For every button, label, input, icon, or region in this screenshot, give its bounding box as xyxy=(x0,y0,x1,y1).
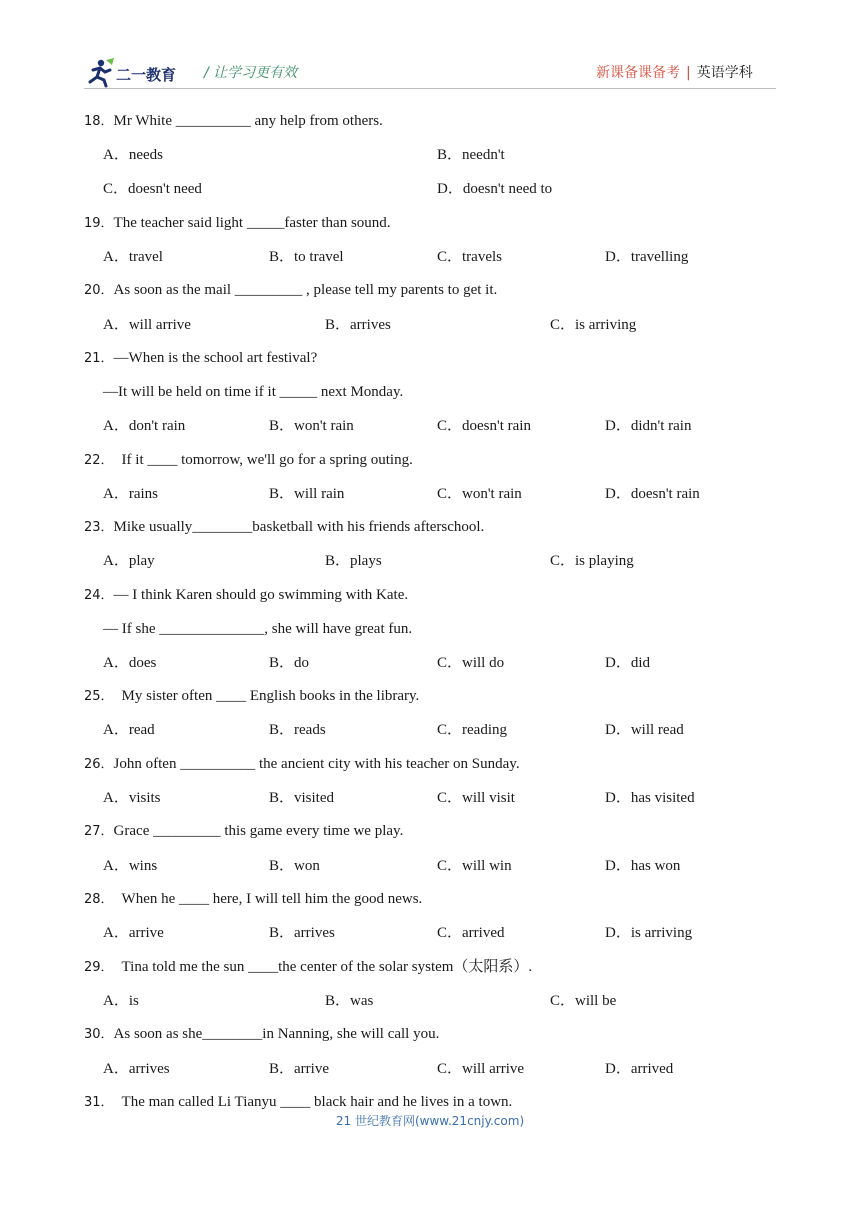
question-stem xyxy=(84,586,408,605)
subject-label: 英语学科 xyxy=(696,65,753,81)
answer-option: C．will be xyxy=(550,993,617,1009)
question-stem xyxy=(84,822,403,841)
question-number: 22． xyxy=(84,453,114,468)
logo-text: 二一教育 xyxy=(116,66,177,84)
question-stem xyxy=(84,112,383,131)
answer-option: B．to travel xyxy=(269,249,344,265)
answer-option: A．will arrive xyxy=(103,317,191,333)
answer-option: D．did xyxy=(605,655,651,671)
question-text: Grace _________ this game every time we play. xyxy=(113,823,404,839)
answer-option: C．doesn't rain xyxy=(437,418,531,434)
answer-option: C．is playing xyxy=(550,553,634,569)
question-number: 30． xyxy=(84,1027,114,1042)
answer-option: C．won't rain xyxy=(437,486,522,502)
question-text: John often __________ the ancient city with his teacher on Sunday. xyxy=(113,756,520,772)
question-text: The teacher said light _____faster than sound. xyxy=(113,215,391,231)
question-text: Tina told me the sun ____the center of the solar system（太阳系）. xyxy=(121,959,533,975)
question-text: Mr White __________ any help from others. xyxy=(113,113,383,129)
answer-option: B．arrives xyxy=(269,925,335,941)
logo xyxy=(84,58,194,90)
answer-option: D．didn't rain xyxy=(605,418,692,434)
question-stem xyxy=(84,890,422,909)
question-dialogue-line: — If she ______________, she will have great fun. xyxy=(103,621,413,637)
answer-option: A．arrive xyxy=(103,925,164,941)
question-text: —When is the school art festival? xyxy=(113,350,318,366)
question-text: — I think Karen should go swimming with Kate. xyxy=(113,587,409,603)
answer-option: B．will rain xyxy=(269,486,345,502)
question-stem xyxy=(84,518,484,537)
answer-option: C．arrived xyxy=(437,925,505,941)
question-number: 18． xyxy=(84,114,114,129)
question-number: 24． xyxy=(84,588,114,603)
answer-option: B．do xyxy=(269,655,310,671)
answer-option: A．does xyxy=(103,655,157,671)
question-stem xyxy=(84,214,391,233)
answer-option: A．play xyxy=(103,553,155,569)
answer-option: A．read xyxy=(103,722,155,738)
answer-option: A．rains xyxy=(103,486,158,502)
question-number: 31． xyxy=(84,1095,114,1110)
question-text: If it ____ tomorrow, we'll go for a spring outing. xyxy=(121,452,413,468)
answer-option: B．was xyxy=(325,993,374,1009)
answer-option: A．travel xyxy=(103,249,163,265)
answer-option: C．is arriving xyxy=(550,317,637,333)
answer-option: D．is arriving xyxy=(605,925,693,941)
header-separator: | xyxy=(686,65,691,81)
question-stem xyxy=(84,281,497,300)
slogan: / 让学习更有效 xyxy=(204,65,298,81)
answer-option: D．arrived xyxy=(605,1061,674,1077)
answer-option: C．will do xyxy=(437,655,505,671)
answer-option: C．will win xyxy=(437,858,512,874)
header-right xyxy=(596,62,753,82)
question-stem xyxy=(84,349,317,368)
answer-option: D．has won xyxy=(605,858,681,874)
answer-option: D．doesn't need to xyxy=(437,181,553,197)
answer-option: A．arrives xyxy=(103,1061,170,1077)
question-text: The man called Li Tianyu ____ black hair and he lives in a town. xyxy=(121,1094,513,1110)
question-number: 20． xyxy=(84,283,114,298)
answer-option: D．doesn't rain xyxy=(605,486,700,502)
question-text: As soon as the mail _________ , please tell my parents to get it. xyxy=(113,282,498,298)
question-text: When he ____ here, I will tell him the good news. xyxy=(121,891,423,907)
answer-option: B．arrive xyxy=(269,1061,329,1077)
question-number: 28． xyxy=(84,892,114,907)
page-header xyxy=(0,0,860,100)
footer: 21 世纪教育网(www.21cnjy.com) xyxy=(335,1114,525,1128)
question-stem xyxy=(84,755,520,774)
runner-logo-icon xyxy=(84,58,116,88)
answer-option: C．travels xyxy=(437,249,502,265)
question-number: 27． xyxy=(84,824,114,839)
question-stem xyxy=(84,451,413,470)
answer-option: B．arrives xyxy=(325,317,391,333)
answer-option: B．visited xyxy=(269,790,335,806)
answer-option: D．travelling xyxy=(605,249,689,265)
answer-option: A．don't rain xyxy=(103,418,186,434)
question-number: 21． xyxy=(84,351,114,366)
question-text: My sister often ____ English books in the library. xyxy=(121,688,420,704)
question-dialogue-line: —It will be held on time if it _____ next Monday. xyxy=(103,384,404,400)
question-text: As soon as she________in Nanning, she will call you. xyxy=(113,1026,440,1042)
question-stem xyxy=(84,1093,512,1112)
answer-option: C．reading xyxy=(437,722,507,738)
answer-option: B．reads xyxy=(269,722,326,738)
answer-option: B．won xyxy=(269,858,320,874)
question-number: 25． xyxy=(84,689,114,704)
answer-option: C．doesn't need xyxy=(103,181,202,197)
answer-option: B．plays xyxy=(325,553,382,569)
answer-option: C．will visit xyxy=(437,790,515,806)
question-number: 23． xyxy=(84,520,114,535)
answer-option: A．visits xyxy=(103,790,161,806)
answer-option: A．needs xyxy=(103,147,163,163)
answer-option: C．will arrive xyxy=(437,1061,525,1077)
exam-label: 新课备课备考 xyxy=(596,65,680,81)
question-number: 19． xyxy=(84,216,114,231)
question-stem xyxy=(84,687,419,706)
answer-option: D．has visited xyxy=(605,790,695,806)
answer-option: B．needn't xyxy=(437,147,505,163)
question-text: Mike usually________basketball with his friends afterschool. xyxy=(113,519,485,535)
header-divider xyxy=(84,88,776,89)
question-number: 26． xyxy=(84,757,114,772)
question-stem xyxy=(84,1025,439,1044)
answer-option: D．will read xyxy=(605,722,684,738)
question-stem xyxy=(84,958,532,977)
answer-option: B．won't rain xyxy=(269,418,354,434)
answer-option: A．wins xyxy=(103,858,158,874)
answer-option: A．is xyxy=(103,993,139,1009)
question-number: 29． xyxy=(84,960,114,975)
